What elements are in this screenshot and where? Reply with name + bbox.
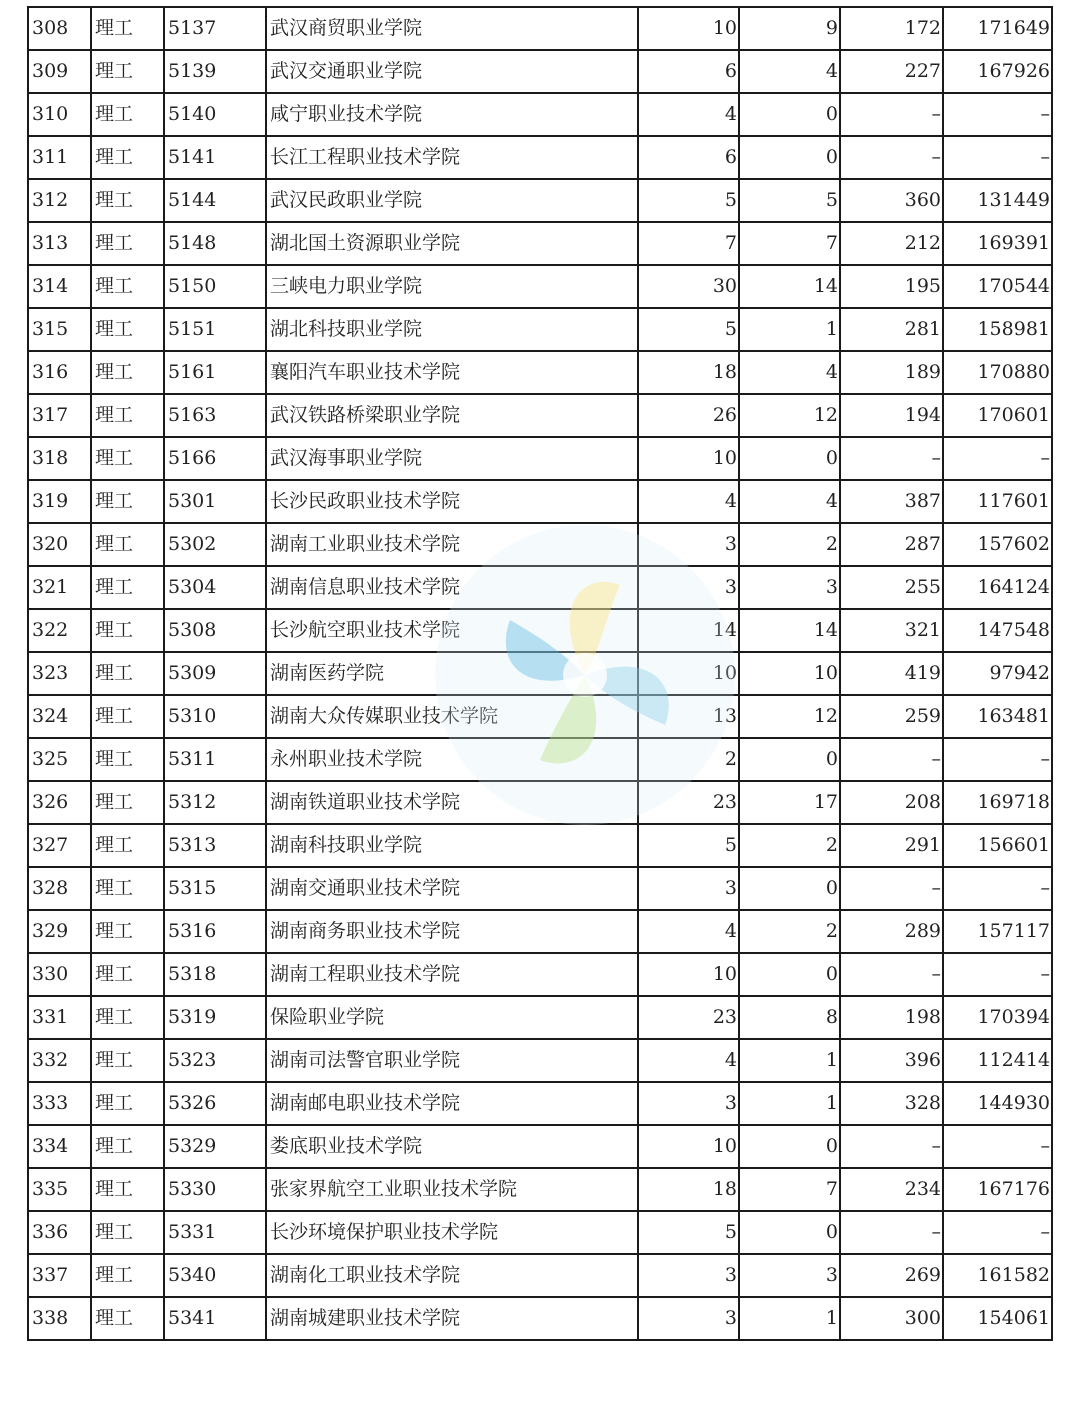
- plan-count-cell: 23: [638, 781, 739, 824]
- admitted-count-cell: 9: [739, 7, 840, 50]
- plan-count-cell: 14: [638, 609, 739, 652]
- school-code-cell: 5323: [164, 1039, 266, 1082]
- school-name-cell: 湖南铁道职业技术学院: [266, 781, 638, 824]
- admitted-count-cell: 14: [739, 609, 840, 652]
- school-code-cell: 5308: [164, 609, 266, 652]
- row-number-cell: 309: [28, 50, 91, 93]
- min-score-cell: 255: [840, 566, 943, 609]
- min-score-cell: 227: [840, 50, 943, 93]
- plan-count-cell: 10: [638, 7, 739, 50]
- min-score-cell: –: [840, 953, 943, 996]
- school-code-cell: 5340: [164, 1254, 266, 1297]
- table-row: [28, 1039, 1052, 1082]
- school-name-cell: 保险职业学院: [266, 996, 638, 1039]
- plan-count-cell: 4: [638, 910, 739, 953]
- school-name-cell: 武汉铁路桥梁职业学院: [266, 394, 638, 437]
- min-score-cell: 387: [840, 480, 943, 523]
- school-code-cell: 5329: [164, 1125, 266, 1168]
- admitted-count-cell: 7: [739, 1168, 840, 1211]
- table-row: [28, 996, 1052, 1039]
- plan-count-cell: 3: [638, 1297, 739, 1340]
- min-rank-cell: 167176: [943, 1168, 1052, 1211]
- category-cell: 理工: [91, 351, 164, 394]
- school-name-cell: 湖南科技职业学院: [266, 824, 638, 867]
- admitted-count-cell: 14: [739, 265, 840, 308]
- table-row: [28, 308, 1052, 351]
- min-rank-cell: 170544: [943, 265, 1052, 308]
- school-code-cell: 5313: [164, 824, 266, 867]
- min-score-cell: –: [840, 437, 943, 480]
- min-score-cell: 194: [840, 394, 943, 437]
- category-cell: 理工: [91, 566, 164, 609]
- plan-count-cell: 2: [638, 738, 739, 781]
- table-row: [28, 480, 1052, 523]
- min-score-cell: 281: [840, 308, 943, 351]
- min-score-cell: –: [840, 136, 943, 179]
- admitted-count-cell: 3: [739, 1254, 840, 1297]
- min-score-cell: 419: [840, 652, 943, 695]
- admitted-count-cell: 4: [739, 480, 840, 523]
- min-rank-cell: 161582: [943, 1254, 1052, 1297]
- admitted-count-cell: 4: [739, 351, 840, 394]
- school-name-cell: 长沙民政职业技术学院: [266, 480, 638, 523]
- table-row: [28, 265, 1052, 308]
- row-number-cell: 329: [28, 910, 91, 953]
- category-cell: 理工: [91, 738, 164, 781]
- admitted-count-cell: 8: [739, 996, 840, 1039]
- school-code-cell: 5318: [164, 953, 266, 996]
- admitted-count-cell: 0: [739, 136, 840, 179]
- category-cell: 理工: [91, 609, 164, 652]
- plan-count-cell: 26: [638, 394, 739, 437]
- category-cell: 理工: [91, 93, 164, 136]
- min-rank-cell: 144930: [943, 1082, 1052, 1125]
- min-rank-cell: 147548: [943, 609, 1052, 652]
- category-cell: 理工: [91, 824, 164, 867]
- row-number-cell: 313: [28, 222, 91, 265]
- school-code-cell: 5140: [164, 93, 266, 136]
- min-rank-cell: –: [943, 1125, 1052, 1168]
- table-row: [28, 824, 1052, 867]
- category-cell: 理工: [91, 265, 164, 308]
- min-score-cell: –: [840, 867, 943, 910]
- plan-count-cell: 10: [638, 652, 739, 695]
- min-rank-cell: 163481: [943, 695, 1052, 738]
- plan-count-cell: 6: [638, 136, 739, 179]
- school-code-cell: 5319: [164, 996, 266, 1039]
- min-rank-cell: 164124: [943, 566, 1052, 609]
- table-row: [28, 93, 1052, 136]
- table-row: [28, 50, 1052, 93]
- row-number-cell: 318: [28, 437, 91, 480]
- table-row: [28, 394, 1052, 437]
- school-name-cell: 湖南工程职业技术学院: [266, 953, 638, 996]
- category-cell: 理工: [91, 1168, 164, 1211]
- plan-count-cell: 4: [638, 480, 739, 523]
- min-rank-cell: –: [943, 867, 1052, 910]
- school-name-cell: 湖南信息职业技术学院: [266, 566, 638, 609]
- table-row: [28, 7, 1052, 50]
- min-score-cell: –: [840, 738, 943, 781]
- school-code-cell: 5309: [164, 652, 266, 695]
- school-name-cell: 襄阳汽车职业技术学院: [266, 351, 638, 394]
- plan-count-cell: 10: [638, 953, 739, 996]
- category-cell: 理工: [91, 652, 164, 695]
- table-row: [28, 351, 1052, 394]
- plan-count-cell: 18: [638, 351, 739, 394]
- min-rank-cell: 131449: [943, 179, 1052, 222]
- row-number-cell: 312: [28, 179, 91, 222]
- admitted-count-cell: 1: [739, 1297, 840, 1340]
- school-name-cell: 湖南工业职业技术学院: [266, 523, 638, 566]
- min-rank-cell: 97942: [943, 652, 1052, 695]
- row-number-cell: 328: [28, 867, 91, 910]
- school-name-cell: 湖南司法警官职业学院: [266, 1039, 638, 1082]
- min-score-cell: 189: [840, 351, 943, 394]
- table-row: [28, 953, 1052, 996]
- admitted-count-cell: 2: [739, 824, 840, 867]
- plan-count-cell: 3: [638, 1254, 739, 1297]
- plan-count-cell: 30: [638, 265, 739, 308]
- admitted-count-cell: 1: [739, 308, 840, 351]
- row-number-cell: 308: [28, 7, 91, 50]
- school-name-cell: 张家界航空工业职业技术学院: [266, 1168, 638, 1211]
- table-row: [28, 1168, 1052, 1211]
- school-name-cell: 武汉民政职业学院: [266, 179, 638, 222]
- min-score-cell: 396: [840, 1039, 943, 1082]
- min-score-cell: 287: [840, 523, 943, 566]
- min-rank-cell: –: [943, 93, 1052, 136]
- row-number-cell: 316: [28, 351, 91, 394]
- min-score-cell: 360: [840, 179, 943, 222]
- category-cell: 理工: [91, 1082, 164, 1125]
- admitted-count-cell: 0: [739, 1211, 840, 1254]
- school-name-cell: 武汉交通职业学院: [266, 50, 638, 93]
- min-rank-cell: 171649: [943, 7, 1052, 50]
- school-code-cell: 5163: [164, 394, 266, 437]
- row-number-cell: 322: [28, 609, 91, 652]
- admitted-count-cell: 0: [739, 953, 840, 996]
- min-score-cell: –: [840, 1125, 943, 1168]
- row-number-cell: 324: [28, 695, 91, 738]
- school-name-cell: 湖南邮电职业技术学院: [266, 1082, 638, 1125]
- category-cell: 理工: [91, 480, 164, 523]
- category-cell: 理工: [91, 1297, 164, 1340]
- row-number-cell: 314: [28, 265, 91, 308]
- category-cell: 理工: [91, 1211, 164, 1254]
- min-rank-cell: 170880: [943, 351, 1052, 394]
- category-cell: 理工: [91, 523, 164, 566]
- min-score-cell: 300: [840, 1297, 943, 1340]
- table-row: [28, 695, 1052, 738]
- row-number-cell: 315: [28, 308, 91, 351]
- admitted-count-cell: 7: [739, 222, 840, 265]
- min-rank-cell: –: [943, 738, 1052, 781]
- school-name-cell: 湖南商务职业技术学院: [266, 910, 638, 953]
- row-number-cell: 319: [28, 480, 91, 523]
- row-number-cell: 326: [28, 781, 91, 824]
- school-code-cell: 5144: [164, 179, 266, 222]
- table-row: [28, 1254, 1052, 1297]
- min-rank-cell: 169718: [943, 781, 1052, 824]
- school-name-cell: 长沙环境保护职业技术学院: [266, 1211, 638, 1254]
- admission-table: [27, 6, 1053, 1341]
- row-number-cell: 336: [28, 1211, 91, 1254]
- school-name-cell: 湖南化工职业技术学院: [266, 1254, 638, 1297]
- school-name-cell: 湖南交通职业技术学院: [266, 867, 638, 910]
- school-name-cell: 武汉商贸职业学院: [266, 7, 638, 50]
- row-number-cell: 311: [28, 136, 91, 179]
- row-number-cell: 330: [28, 953, 91, 996]
- category-cell: 理工: [91, 695, 164, 738]
- school-name-cell: 武汉海事职业学院: [266, 437, 638, 480]
- min-score-cell: 269: [840, 1254, 943, 1297]
- plan-count-cell: 23: [638, 996, 739, 1039]
- min-score-cell: 208: [840, 781, 943, 824]
- plan-count-cell: 5: [638, 179, 739, 222]
- plan-count-cell: 4: [638, 1039, 739, 1082]
- plan-count-cell: 7: [638, 222, 739, 265]
- plan-count-cell: 5: [638, 308, 739, 351]
- min-score-cell: –: [840, 93, 943, 136]
- category-cell: 理工: [91, 222, 164, 265]
- admitted-count-cell: 17: [739, 781, 840, 824]
- min-rank-cell: –: [943, 437, 1052, 480]
- min-score-cell: 195: [840, 265, 943, 308]
- school-name-cell: 湖北科技职业学院: [266, 308, 638, 351]
- plan-count-cell: 4: [638, 93, 739, 136]
- category-cell: 理工: [91, 867, 164, 910]
- min-score-cell: –: [840, 1211, 943, 1254]
- admitted-count-cell: 0: [739, 1125, 840, 1168]
- row-number-cell: 325: [28, 738, 91, 781]
- table-row: [28, 566, 1052, 609]
- admitted-count-cell: 2: [739, 910, 840, 953]
- school-code-cell: 5330: [164, 1168, 266, 1211]
- school-name-cell: 湖南医药学院: [266, 652, 638, 695]
- category-cell: 理工: [91, 50, 164, 93]
- category-cell: 理工: [91, 437, 164, 480]
- table-row: [28, 437, 1052, 480]
- admitted-count-cell: 2: [739, 523, 840, 566]
- min-score-cell: 328: [840, 1082, 943, 1125]
- table-row: [28, 179, 1052, 222]
- school-code-cell: 5315: [164, 867, 266, 910]
- table-row: [28, 609, 1052, 652]
- school-name-cell: 娄底职业技术学院: [266, 1125, 638, 1168]
- category-cell: 理工: [91, 953, 164, 996]
- table-row: [28, 1297, 1052, 1340]
- min-score-cell: 289: [840, 910, 943, 953]
- row-number-cell: 332: [28, 1039, 91, 1082]
- row-number-cell: 327: [28, 824, 91, 867]
- table-row: [28, 136, 1052, 179]
- school-name-cell: 湖南城建职业技术学院: [266, 1297, 638, 1340]
- row-number-cell: 338: [28, 1297, 91, 1340]
- table-row: [28, 222, 1052, 265]
- row-number-cell: 337: [28, 1254, 91, 1297]
- plan-count-cell: 13: [638, 695, 739, 738]
- category-cell: 理工: [91, 136, 164, 179]
- min-score-cell: 212: [840, 222, 943, 265]
- plan-count-cell: 10: [638, 437, 739, 480]
- table-row: [28, 1125, 1052, 1168]
- plan-count-cell: 3: [638, 523, 739, 566]
- school-name-cell: 长沙航空职业技术学院: [266, 609, 638, 652]
- school-code-cell: 5137: [164, 7, 266, 50]
- admitted-count-cell: 1: [739, 1039, 840, 1082]
- school-code-cell: 5139: [164, 50, 266, 93]
- category-cell: 理工: [91, 1125, 164, 1168]
- table-row: [28, 867, 1052, 910]
- category-cell: 理工: [91, 781, 164, 824]
- admitted-count-cell: 0: [739, 867, 840, 910]
- min-rank-cell: 157602: [943, 523, 1052, 566]
- school-name-cell: 三峡电力职业学院: [266, 265, 638, 308]
- school-code-cell: 5302: [164, 523, 266, 566]
- plan-count-cell: 3: [638, 566, 739, 609]
- school-code-cell: 5310: [164, 695, 266, 738]
- school-code-cell: 5301: [164, 480, 266, 523]
- min-score-cell: 259: [840, 695, 943, 738]
- school-code-cell: 5166: [164, 437, 266, 480]
- min-rank-cell: –: [943, 953, 1052, 996]
- admitted-count-cell: 0: [739, 738, 840, 781]
- school-name-cell: 永州职业技术学院: [266, 738, 638, 781]
- admitted-count-cell: 12: [739, 695, 840, 738]
- plan-count-cell: 3: [638, 867, 739, 910]
- category-cell: 理工: [91, 394, 164, 437]
- min-score-cell: 198: [840, 996, 943, 1039]
- admitted-count-cell: 5: [739, 179, 840, 222]
- school-name-cell: 长江工程职业技术学院: [266, 136, 638, 179]
- min-score-cell: 291: [840, 824, 943, 867]
- table-row: [28, 910, 1052, 953]
- table-row: [28, 1211, 1052, 1254]
- row-number-cell: 310: [28, 93, 91, 136]
- min-rank-cell: 170601: [943, 394, 1052, 437]
- school-code-cell: 5312: [164, 781, 266, 824]
- school-code-cell: 5161: [164, 351, 266, 394]
- table-row: [28, 738, 1052, 781]
- plan-count-cell: 5: [638, 1211, 739, 1254]
- school-code-cell: 5311: [164, 738, 266, 781]
- school-code-cell: 5150: [164, 265, 266, 308]
- min-rank-cell: 156601: [943, 824, 1052, 867]
- min-score-cell: 321: [840, 609, 943, 652]
- row-number-cell: 334: [28, 1125, 91, 1168]
- table-row: [28, 652, 1052, 695]
- school-code-cell: 5304: [164, 566, 266, 609]
- school-code-cell: 5316: [164, 910, 266, 953]
- plan-count-cell: 3: [638, 1082, 739, 1125]
- category-cell: 理工: [91, 1039, 164, 1082]
- min-rank-cell: 167926: [943, 50, 1052, 93]
- school-code-cell: 5331: [164, 1211, 266, 1254]
- table-row: [28, 1082, 1052, 1125]
- plan-count-cell: 6: [638, 50, 739, 93]
- admitted-count-cell: 10: [739, 652, 840, 695]
- row-number-cell: 333: [28, 1082, 91, 1125]
- min-rank-cell: 157117: [943, 910, 1052, 953]
- school-code-cell: 5326: [164, 1082, 266, 1125]
- admitted-count-cell: 0: [739, 93, 840, 136]
- row-number-cell: 317: [28, 394, 91, 437]
- row-number-cell: 320: [28, 523, 91, 566]
- plan-count-cell: 5: [638, 824, 739, 867]
- school-code-cell: 5341: [164, 1297, 266, 1340]
- row-number-cell: 335: [28, 1168, 91, 1211]
- school-code-cell: 5148: [164, 222, 266, 265]
- plan-count-cell: 18: [638, 1168, 739, 1211]
- admitted-count-cell: 0: [739, 437, 840, 480]
- school-name-cell: 湖南大众传媒职业技术学院: [266, 695, 638, 738]
- admitted-count-cell: 1: [739, 1082, 840, 1125]
- min-rank-cell: 170394: [943, 996, 1052, 1039]
- table-row: [28, 523, 1052, 566]
- row-number-cell: 331: [28, 996, 91, 1039]
- school-code-cell: 5151: [164, 308, 266, 351]
- min-score-cell: 172: [840, 7, 943, 50]
- min-rank-cell: 169391: [943, 222, 1052, 265]
- table-body: [28, 7, 1052, 1340]
- school-name-cell: 湖北国土资源职业学院: [266, 222, 638, 265]
- row-number-cell: 323: [28, 652, 91, 695]
- admission-table-sheet: [27, 6, 1051, 1341]
- category-cell: 理工: [91, 179, 164, 222]
- category-cell: 理工: [91, 1254, 164, 1297]
- school-name-cell: 咸宁职业技术学院: [266, 93, 638, 136]
- admitted-count-cell: 3: [739, 566, 840, 609]
- category-cell: 理工: [91, 910, 164, 953]
- min-rank-cell: –: [943, 1211, 1052, 1254]
- min-rank-cell: 154061: [943, 1297, 1052, 1340]
- category-cell: 理工: [91, 996, 164, 1039]
- school-code-cell: 5141: [164, 136, 266, 179]
- plan-count-cell: 10: [638, 1125, 739, 1168]
- table-row: [28, 781, 1052, 824]
- min-rank-cell: 158981: [943, 308, 1052, 351]
- min-rank-cell: –: [943, 136, 1052, 179]
- admitted-count-cell: 4: [739, 50, 840, 93]
- category-cell: 理工: [91, 308, 164, 351]
- admitted-count-cell: 12: [739, 394, 840, 437]
- row-number-cell: 321: [28, 566, 91, 609]
- category-cell: 理工: [91, 7, 164, 50]
- min-score-cell: 234: [840, 1168, 943, 1211]
- min-rank-cell: 112414: [943, 1039, 1052, 1082]
- min-rank-cell: 117601: [943, 480, 1052, 523]
